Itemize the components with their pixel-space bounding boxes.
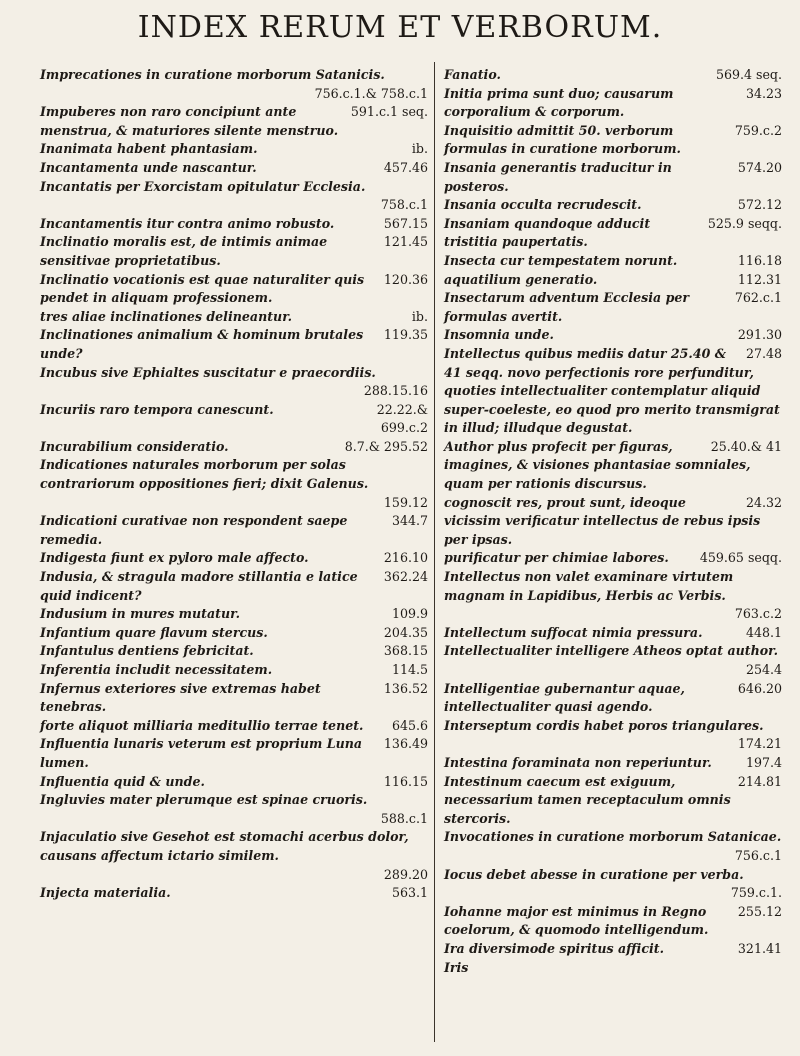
entry-page-ref: 591.c.1 seq. — [350, 104, 428, 120]
index-entry — [444, 196, 782, 215]
entry-text: Influentia lunaris veterum est proprium Luna lumen. — [40, 736, 363, 770]
entry-page-ref: 646.20 — [737, 680, 782, 696]
index-entry — [40, 642, 428, 661]
entry-page-ref: 288.15.16 — [363, 383, 428, 399]
entry-text: Incantamentis itur contra animo robusto. — [40, 215, 335, 231]
index-entry — [444, 345, 782, 438]
index-entry — [444, 85, 782, 122]
entry-text: Infantium quare flavum stercus. — [40, 624, 268, 640]
entry-page-ref: 756.c.1 — [734, 847, 782, 863]
entry-text: Insania generantis traducitur in posteros. — [444, 159, 672, 194]
index-entry — [444, 940, 782, 959]
entry-text: Intellectualiter intelligere Atheos optat author. — [444, 643, 778, 659]
entry-text: Imprecationes in curatione morborum Satanicis. — [40, 67, 385, 82]
entry-text: Fanatio. — [444, 67, 501, 82]
entry-text: Iris — [444, 959, 469, 975]
entry-page-ref: 114.5 — [391, 662, 428, 677]
entry-text: Indicationi curativae non respondent saepe remedia. — [40, 513, 348, 547]
index-entry — [40, 884, 428, 903]
entry-page-ref: 569.4 seq. — [715, 67, 782, 82]
index-entry — [40, 103, 428, 140]
entry-text: Initia prima sunt duo; causarum corporalium & corporum. — [444, 85, 674, 120]
entry-text: aquatilium generatio. — [444, 271, 598, 287]
column-divider — [434, 62, 435, 1042]
entry-text: Interseptum cordis habet poros triangulares. — [444, 717, 764, 733]
index-entry — [444, 642, 782, 679]
index-entry — [444, 549, 782, 568]
entry-page-ref: 116.18 — [737, 252, 782, 268]
entry-page-ref: 457.46 — [383, 159, 428, 175]
entry-page-ref: 254.4 — [745, 662, 782, 677]
index-entry — [444, 624, 782, 643]
index-entry — [444, 717, 782, 754]
index-entry — [40, 624, 428, 643]
entry-text: Infantulus dentiens febricitat. — [40, 643, 254, 659]
entry-page-ref: 27.48 — [745, 345, 782, 361]
index-entry — [40, 549, 428, 568]
entry-page-ref: 174.21 — [737, 736, 782, 752]
index-entry — [40, 233, 428, 270]
index-entry — [444, 289, 782, 326]
index-entry — [444, 866, 782, 903]
entry-text: Inclinatio moralis est, de intimis animae sensitivae proprietatibus. — [40, 234, 328, 268]
entry-page-ref: 756.c.1.& 758.c.1 — [314, 85, 428, 101]
entry-page-ref: 362.24 — [383, 569, 428, 585]
index-entry — [444, 773, 782, 829]
entry-text: Intestinum caecum est exiguum, necessarium tamen receptaculum omnis stercoris. — [444, 773, 731, 826]
entry-page-ref: 214.81 — [737, 773, 782, 789]
entry-text: Incubus sive Ephialtes suscitatur e praecordiis. — [40, 364, 376, 380]
entry-page-ref: ib. — [411, 308, 428, 324]
right-column — [444, 66, 782, 977]
entry-page-ref: 762.c.1 — [734, 290, 782, 306]
entry-text: Iohanne major est minimus in Regno coelorum, & quomodo intelligendum. — [444, 903, 709, 938]
index-entry — [40, 308, 428, 327]
entry-text: Inanimata habent phantasiam. — [40, 141, 258, 157]
entry-page-ref: ib. — [411, 141, 428, 157]
index-entry — [40, 271, 428, 308]
index-entry — [444, 680, 782, 717]
entry-page-ref: 216.10 — [383, 550, 428, 566]
entry-text: Intestina foraminata non reperiuntur. — [444, 754, 712, 770]
index-entry — [40, 364, 428, 401]
index-entry — [40, 438, 428, 457]
entry-page-ref: 34.23 — [745, 85, 782, 101]
entry-page-ref: 321.41 — [737, 940, 782, 956]
entry-text: forte aliquot milliaria meditullio terrae tenet. — [40, 717, 364, 733]
left-column — [40, 66, 428, 903]
entry-text: Intellectus non valet examinare virtutem magnam in Lapidibus, Herbis ac Verbis. — [444, 569, 734, 603]
entry-text: Ira diversimode spiritus afficit. — [444, 940, 664, 956]
entry-page-ref: 159.12 — [383, 494, 428, 510]
entry-text: Indusium in mures mutatur. — [40, 606, 240, 622]
entry-page-ref: 136.52 — [383, 680, 428, 696]
entry-page-ref: 759.c.2 — [734, 122, 782, 138]
entry-page-ref: 116.15 — [383, 773, 428, 789]
entry-page-ref: 255.12 — [737, 903, 782, 919]
entry-page-ref: 759.c.1. — [730, 885, 782, 901]
entry-text: Indicationes naturales morborum per solas contrariorum oppositiones fieri; dixit Galenus. — [40, 457, 369, 492]
index-entry — [40, 717, 428, 736]
entry-text: Author plus profecit per figuras, imagines, & visiones phantasiae somniales, quam per rationis discursus. — [444, 438, 751, 492]
entry-text: Intellectum suffocat nimia pressura. — [444, 624, 703, 640]
index-entry — [40, 605, 428, 624]
index-entry — [40, 735, 428, 772]
index-entry — [40, 215, 428, 234]
entry-page-ref: 22.22.& — [376, 401, 428, 417]
entry-text: Impuberes non raro concipiunt ante menstrua, & maturiores silente menstruo. — [40, 104, 339, 138]
entry-page-ref: 197.4 — [745, 754, 782, 770]
entry-text: Intelligentiae gubernantur aquae, intellectualiter quasi agendo. — [444, 680, 685, 715]
index-entry — [444, 122, 782, 159]
index-entry — [40, 661, 428, 680]
index-entry — [40, 828, 428, 884]
index-entry — [40, 159, 428, 178]
entry-page-ref: 25.40.& 41 — [710, 438, 782, 454]
index-entry — [40, 773, 428, 792]
index-entry — [444, 66, 782, 85]
entry-page-ref: 525.9 seqq. — [707, 215, 782, 231]
entry-page-ref: 758.c.1 — [380, 197, 428, 213]
index-entry — [40, 178, 428, 215]
entry-page-ref: 563.1 — [391, 885, 428, 901]
entry-page-ref: 368.15 — [383, 643, 428, 659]
index-entry — [444, 252, 782, 271]
entry-text: Influentia quid & unde. — [40, 773, 205, 789]
entry-text: Incuriis raro tempora canescunt. — [40, 401, 274, 417]
entry-page-ref: 572.12 — [737, 197, 782, 213]
index-entry — [40, 326, 428, 363]
entry-page-ref: 8.7.& 295.52 — [344, 438, 428, 454]
index-entry — [444, 754, 782, 773]
entry-text: Ingluvies mater plerumque est spinae cruoris. — [40, 792, 368, 808]
entry-page-ref: 574.20 — [737, 159, 782, 175]
entry-text: Insomnia unde. — [444, 327, 554, 343]
entry-page-ref: 588.c.1 — [380, 810, 428, 826]
entry-page-ref: 109.9 — [391, 606, 428, 622]
entry-text: Intellectus quibus mediis datur 25.40 & 41 seqq. novo perfectionis rore perfunditur, quoties intellectualiter contemplatur aliquid super-coeleste, eo quod pro merito transmigrat in illud; illudque degustat. — [444, 345, 780, 436]
index-entry — [40, 66, 428, 103]
entry-page-ref: 763.c.2 — [734, 606, 782, 622]
entry-page-ref: 448.1 — [745, 624, 782, 640]
index-entry — [444, 326, 782, 345]
index-entry — [40, 456, 428, 512]
entry-text: Incantamenta unde nascantur. — [40, 159, 257, 175]
entry-text: Infernus exteriores sive extremas habet tenebras. — [40, 680, 321, 715]
entry-text: Inferentia includit necessitatem. — [40, 662, 273, 677]
index-entry — [40, 680, 428, 717]
entry-text: Invocationes in curatione morborum Satanicae. — [444, 829, 782, 845]
entry-text: cognoscit res, prout sunt, ideoque vicissim verificatur intellectus de rebus ipsis per ipsas. — [444, 494, 761, 547]
entry-text: Incurabilium consideratio. — [40, 438, 229, 454]
index-entry — [40, 568, 428, 605]
index-entry — [40, 791, 428, 828]
entry-text: Indusia, & stragula madore stillantia e latice quid indicent? — [40, 569, 358, 603]
entry-text: Indigesta fiunt ex pyloro male affecto. — [40, 550, 309, 566]
index-entry — [40, 401, 428, 438]
entry-text: Insectarum adventum Ecclesia per formulas avertit. — [444, 290, 690, 324]
index-entry — [40, 512, 428, 549]
entry-page-ref: 119.35 — [383, 327, 428, 343]
entry-page-ref: 344.7 — [391, 513, 428, 529]
index-entry — [444, 215, 782, 252]
entry-page-ref: 112.31 — [737, 271, 782, 287]
index-entry — [444, 271, 782, 290]
entry-text: Inclinatio vocationis est quae naturaliter quis pendet in aliquam professionem. — [40, 271, 365, 306]
entry-text: purificatur per chimiae labores. — [444, 550, 669, 566]
index-entry — [444, 828, 782, 865]
entry-page-ref: 120.36 — [383, 271, 428, 287]
entry-text: Iocus debet abesse in curatione per verba. — [444, 866, 744, 882]
entry-page-ref: 645.6 — [391, 717, 428, 733]
index-entry — [444, 903, 782, 940]
entry-text: Insecta cur tempestatem norunt. — [444, 252, 678, 268]
index-entry — [444, 438, 782, 494]
entry-page-ref: 136.49 — [383, 736, 428, 752]
entry-page-ref: 121.45 — [383, 234, 428, 250]
entry-page-ref: 699.c.2 — [380, 420, 428, 436]
entry-text: Injecta materialia. — [40, 885, 171, 901]
index-entry — [444, 159, 782, 196]
entry-text: tres aliae inclinationes delineantur. — [40, 308, 293, 324]
entry-page-ref: 289.20 — [383, 866, 428, 882]
index-entry — [40, 140, 428, 159]
entry-text: Incantatis per Exorcistam opitulatur Ecclesia. — [40, 178, 366, 194]
entry-text: Insania occulta recrudescit. — [444, 197, 642, 213]
entry-page-ref: 204.35 — [383, 624, 428, 640]
index-entry — [444, 494, 782, 550]
entry-text: Insaniam quandoque adducit tristitia paupertatis. — [444, 215, 651, 250]
entry-page-ref: 291.30 — [737, 327, 782, 343]
entry-text: Inquisitio admittit 50. verborum formulas in curatione morborum. — [444, 122, 681, 157]
index-entry — [444, 568, 782, 624]
entry-page-ref: 24.32 — [745, 494, 782, 510]
index-entry — [444, 959, 782, 978]
entry-page-ref: 567.15 — [383, 215, 428, 231]
entry-text: Injaculatio sive Gesehot est stomachi acerbus dolor, causans affectum ictario similem. — [40, 829, 409, 863]
entry-text: Inclinationes animalium & hominum brutales unde? — [40, 327, 364, 361]
entry-page-ref: 459.65 seqq. — [699, 550, 782, 566]
page-title: INDEX RERUM ET VERBORUM. — [137, 10, 663, 45]
